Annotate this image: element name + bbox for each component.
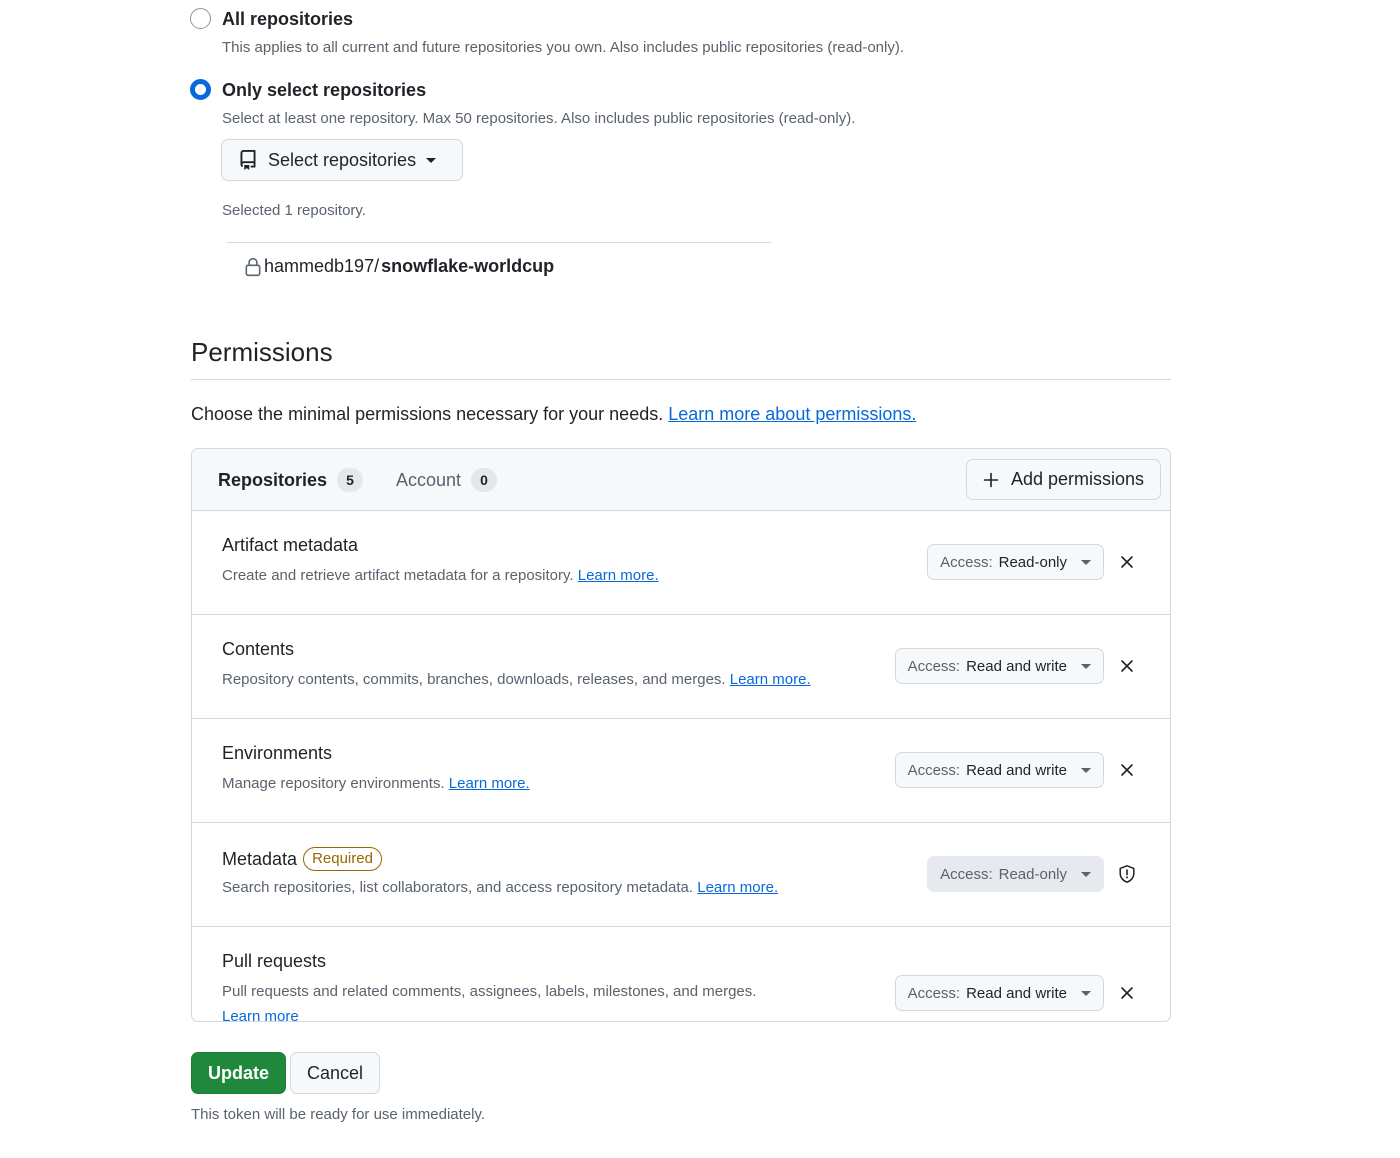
tab-account-counter: 0 — [471, 468, 497, 492]
learn-more-permissions-link[interactable]: Learn more about permissions. — [668, 404, 917, 424]
access-value: Read and write — [966, 984, 1067, 1002]
permission-row-environments — [192, 719, 1170, 823]
permission-description — [222, 879, 778, 896]
permissions-panel — [191, 448, 1171, 1022]
permission-description-text: Search repositories, list collaborators, and access repository metadata. — [222, 879, 694, 896]
repo-name: snowflake-worldcup — [381, 256, 555, 276]
access-dropdown[interactable] — [895, 648, 1104, 684]
plus-icon — [983, 472, 999, 488]
shield-icon — [1117, 864, 1137, 884]
access-dropdown[interactable] — [927, 544, 1104, 580]
access-value: Read and write — [966, 657, 1067, 675]
selected-count-text: Selected 1 repository. — [222, 202, 366, 219]
access-value: Read and write — [966, 761, 1067, 779]
tab-repositories-label: Repositories — [218, 469, 328, 490]
permission-description — [222, 775, 530, 792]
close-icon[interactable] — [1117, 983, 1137, 1003]
permission-name-text: Contents — [222, 639, 295, 659]
tab-repositories[interactable] — [218, 449, 363, 511]
permission-description-text: Create and retrieve artifact metadata for a repository. — [222, 567, 574, 584]
permission-name — [222, 743, 332, 764]
access-dropdown-disabled — [927, 856, 1104, 892]
permission-name — [222, 535, 358, 556]
triangle-down-icon — [426, 158, 436, 163]
permissions-divider — [191, 379, 1171, 380]
close-icon[interactable] — [1117, 656, 1137, 676]
token-ready-footnote: This token will be ready for use immediately. — [191, 1106, 486, 1123]
permission-description-text: Pull requests and related comments, assignees, labels, milestones, and merges. — [222, 983, 757, 1000]
tab-account[interactable] — [396, 449, 497, 511]
lock-icon — [244, 257, 262, 277]
update-button[interactable]: Update — [191, 1052, 286, 1094]
access-key: Access: — [907, 657, 961, 675]
select-repositories-label: Select repositories — [268, 149, 417, 170]
access-key: Access: — [907, 984, 961, 1002]
add-permissions-button[interactable] — [966, 459, 1161, 500]
access-value: Read-only — [998, 865, 1067, 883]
triangle-down-icon — [1081, 664, 1091, 669]
permission-description-text: Repository contents, commits, branches, downloads, releases, and merges. — [222, 671, 726, 688]
access-dropdown[interactable] — [895, 975, 1104, 1011]
permission-row-metadata — [192, 823, 1170, 927]
tab-account-label: Account — [396, 469, 462, 490]
only-select-repositories-label[interactable]: Only select repositories — [222, 80, 427, 100]
selected-repo-item — [244, 256, 554, 277]
tab-repositories-counter: 5 — [337, 468, 363, 492]
access-value: Read-only — [998, 553, 1067, 571]
permissions-intro — [191, 404, 916, 425]
permission-name — [222, 639, 294, 660]
permission-name — [222, 951, 326, 972]
learn-more-link[interactable]: Learn more. — [448, 775, 530, 792]
permission-row-pull-requests — [192, 927, 1170, 1022]
triangle-down-icon — [1081, 560, 1091, 565]
permission-name-text: Metadata — [222, 848, 298, 869]
permission-description — [222, 567, 659, 584]
permission-name-text: Artifact metadata — [222, 535, 359, 555]
triangle-down-icon — [1081, 872, 1091, 877]
radio-only-select-repositories[interactable] — [190, 79, 211, 100]
permission-description — [222, 671, 811, 688]
access-key: Access: — [940, 865, 993, 883]
permission-name-text: Environments — [222, 743, 333, 763]
close-icon[interactable] — [1117, 552, 1137, 572]
required-badge: Required — [303, 847, 382, 871]
learn-more-link[interactable]: Learn more. — [729, 671, 811, 688]
select-repositories-button[interactable] — [221, 139, 463, 181]
add-permissions-label: Add permissions — [1010, 469, 1144, 489]
all-repositories-description: This applies to all current and future repositories you own. Also includes public repositories (read-only). — [222, 39, 905, 56]
permission-name-text: Pull requests — [222, 951, 327, 971]
access-dropdown[interactable] — [895, 752, 1104, 788]
permission-row-artifact-metadata — [192, 511, 1170, 615]
access-key: Access: — [940, 553, 993, 571]
selected-repos-divider — [227, 242, 771, 243]
all-repositories-label[interactable]: All repositories — [222, 9, 354, 29]
permissions-title: Permissions — [191, 337, 333, 367]
permissions-intro-text: Choose the minimal permissions necessary for your needs. — [191, 404, 664, 424]
triangle-down-icon — [1081, 768, 1091, 773]
repo-icon — [238, 150, 258, 170]
close-icon[interactable] — [1117, 760, 1137, 780]
permission-name — [222, 847, 382, 871]
learn-more-link[interactable]: Learn more — [222, 1008, 299, 1022]
permissions-tabs-header — [192, 449, 1170, 511]
permission-description-text: Manage repository environments. — [222, 775, 445, 792]
permission-description — [222, 983, 822, 1022]
triangle-down-icon — [1081, 991, 1091, 996]
repo-owner: hammedb197/ — [264, 256, 380, 276]
cancel-button[interactable]: Cancel — [290, 1052, 380, 1094]
learn-more-link[interactable]: Learn more. — [577, 567, 659, 584]
only-select-repositories-description: Select at least one repository. Max 50 repositories. Also includes public repositories (read-only). — [222, 110, 856, 127]
learn-more-link[interactable]: Learn more. — [697, 879, 779, 896]
permission-row-contents — [192, 615, 1170, 719]
access-key: Access: — [907, 761, 961, 779]
radio-all-repositories[interactable] — [190, 8, 211, 29]
